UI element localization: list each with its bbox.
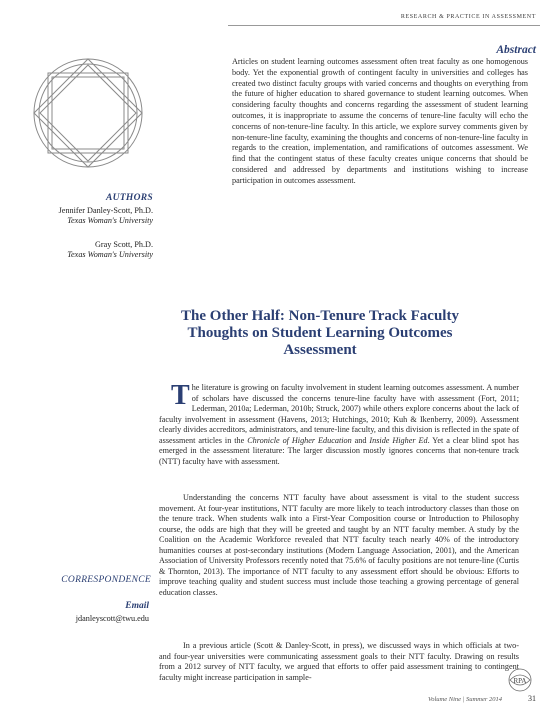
abstract-body: Articles on student learning outcomes assessment often treat faculty as one homogenous body. Yet the exponential growth of contingent faculty in universities and colleges has created two distinct faculty groups with varied concerns and thoughts on everything from the future of higher education to shared governance to student learning outcomes. When considering faculty thoughts and concerns regarding the assessment of student learning outcomes, it is inappropriate to assume the concerns of tenure-line faculty will echo the concerns of non-tenure-line faculty. In this article, we explore survey comments given by non-tenure-line faculty, examining the thoughts and concerns of non-tenure-line faculty in regards to the creation, implementation, and ramifications of outcomes assessment. We find that the contingent status of these faculty creates unique concerns that should be considered and addressed by departments and institutions wishing to increase participation in outcomes assessment. <box>232 57 528 185</box>
drop-cap: T <box>171 380 190 411</box>
author-name: Jennifer Danley-Scott, Ph.D. <box>58 206 153 215</box>
article-title: The Other Half: Non-Tenure Track Faculty Thoughts on Student Learning Outcomes Assessment <box>181 308 459 358</box>
email-label: Email <box>125 601 149 611</box>
authors-title: AUTHORS <box>106 193 153 203</box>
author-1 <box>59 206 153 226</box>
journal-name: Chronicle of Higher Education <box>247 435 352 445</box>
volume-footer: Volume Nine | Summer 2014 <box>427 696 502 703</box>
rpa-logo-icon <box>508 668 532 692</box>
paragraph-text: and <box>351 435 370 445</box>
author-name: Gray Scott, Ph.D. <box>95 240 153 249</box>
journal-name: Inside Higher Ed <box>369 435 428 445</box>
author-affiliation: Texas Woman's University <box>67 216 153 225</box>
journal-header: RESEARCH & PRACTICE IN ASSESSMENT <box>400 14 536 20</box>
abstract-title: Abstract <box>496 44 536 56</box>
celtic-knot-icon <box>30 55 146 171</box>
paragraph-text: he literature is growing on faculty involvement in student learning outcomes assessment. A number of scholars have discussed the concerns tenure-line faculty have with assessment (Fort, 2011; Lederman, 2010a; Lederman, 2010b; Struck, 2007) while others explore concerns about the lack of faculty involvement in assessment (Havens, 2013; Hutchings, 2010; Kuh & Ikenberry, 2009). Assessment clearly divides accreditors, administrators, and tenure-line faculty, and this division is reflected in the spate of assessment articles in the <box>159 383 519 445</box>
paragraph-2: Understanding the concerns NTT faculty have about assessment is vital to the student success movement. At four-year institutions, NTT faculty are more likely to teach introductory classes than those on the tenure track. When students walk into a First-Year Composition course or Introduction to Philosophy course, the odds are high that they will be greeted and taught by an NTT faculty member. A study by the Coalition on the Academic Workforce revealed that NTT faculty teach nearly 40% of the introductory humanities courses at post-secondary institutions (Modern Language Association, 2001), and the American Association of University Professors recently noted that 75.6% of faculty positions are not tenure-line (Curtis & Thornton, 2013). The importance of NTT faculty to any assessment effort should be obvious: Efforts to improve teaching quality and student success must include those teaching a growing percentage of general education classes. <box>159 493 519 597</box>
paragraph-3: In a previous article (Scott & Danley-Scott, in press), we discussed ways in which officials at two- and four-year universities were communicating assessment goals to their NTT faculty. Drawing on results from a 2012 survey of NTT faculty, we argued that efforts to offer paid assessment training to contingent faculty might increase participation in sample- <box>159 641 519 682</box>
author-2 <box>67 240 153 260</box>
page-number: 31 <box>528 694 536 703</box>
paragraph-text: . Yet a clear blind spot has emerged in the assessment literature: The larger discussion mostly ignores concerns that non-tenure track (NTT) faculty have with assessment. <box>159 435 519 466</box>
paragraph-1 <box>159 380 519 467</box>
logo-text: RPA <box>513 677 527 685</box>
author-affiliation: Texas Woman's University <box>67 250 153 259</box>
correspondence-title: CORRESPONDENCE <box>61 575 151 585</box>
email-link[interactable]: jdanleyscott@twu.edu <box>75 614 149 623</box>
header-rule <box>228 25 540 26</box>
